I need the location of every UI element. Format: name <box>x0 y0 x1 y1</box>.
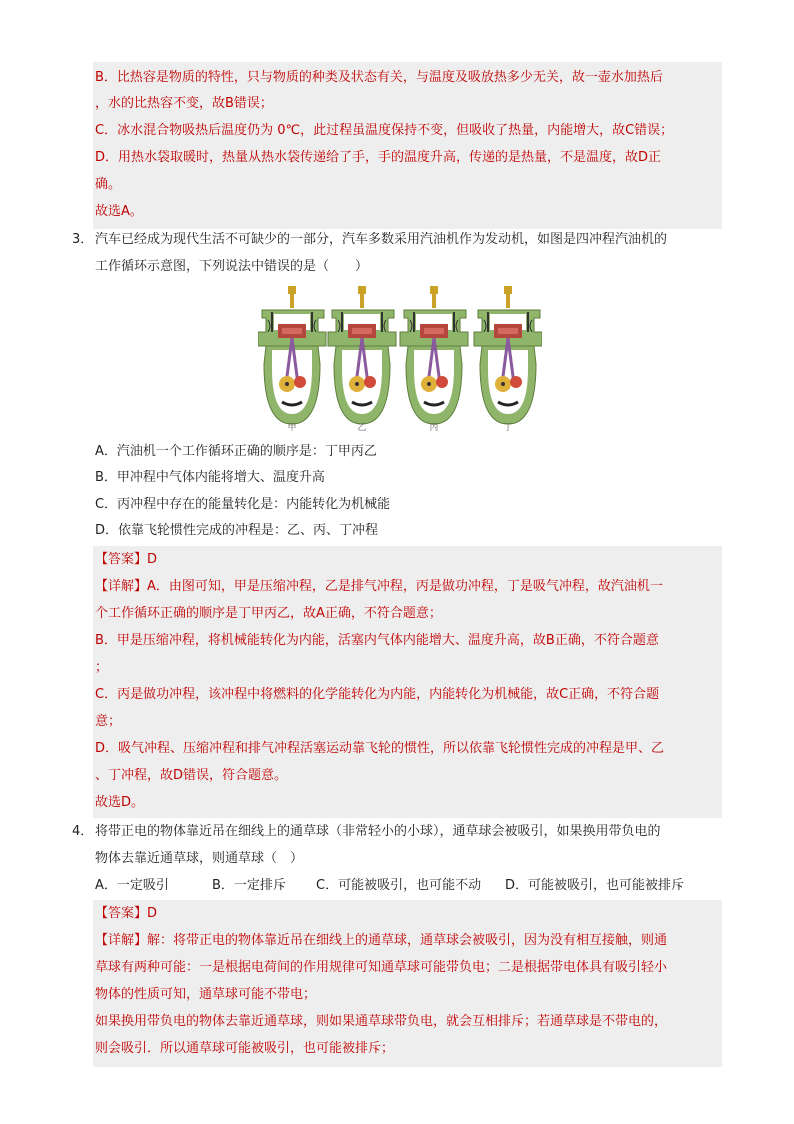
engine-cylinder-2 <box>328 286 396 424</box>
q4-option-a: A．一定吸引 <box>95 878 169 893</box>
q3-number: 3． <box>72 232 94 247</box>
q3-detail-line-8: 、丁冲程，故D错误，符合题意。 <box>95 768 288 783</box>
q4-option-b: B．一定排斥 <box>212 878 286 893</box>
q3-detail-line-2: 个工作循环正确的顺序是丁甲丙乙，故A正确，不符合题意； <box>95 606 442 621</box>
engine-cylinder-4 <box>474 286 542 424</box>
q4-detail-line-2: 草球有两种可能：一是根据电荷间的作用规律可知通草球可能带负电；二是根据带电体具有吸引轻小 <box>95 960 668 975</box>
q3-detail-line-5: C．丙是做功冲程，该冲程中将燃料的化学能转化为内能，内能转化为机械能，故C正确，不符合题 <box>95 687 660 702</box>
q3-detail-line-6: 意； <box>95 714 122 729</box>
prev-answer-line-4: D．用热水袋取暖时，热量从热水袋传递给了手，手的温度升高，传递的是热量，不是温度，故D正 <box>95 150 662 165</box>
q4-detail-line-1: 【详解】解：将带正电的物体靠近吊在细线上的通草球，通草球会被吸引，因为没有相互接触，则通 <box>95 933 668 948</box>
q4-answer-label: 【答案】D <box>95 906 158 921</box>
figure-label-yi: 乙 <box>357 423 367 432</box>
q3-option-a: A．汽油机一个工作循环正确的顺序是：丁甲丙乙 <box>95 444 377 459</box>
q3-detail-line-3: B．甲是压缩冲程，将机械能转化为内能，活塞内气体内能增大、温度升高，故B正确，不符合题意 <box>95 633 659 648</box>
engine-cylinder-1 <box>258 286 326 424</box>
prev-answer-highlight <box>93 62 722 229</box>
prev-answer-line-1: B．比热容是物质的特性，只与物质的种类及状态有关，与温度及吸放热多少无关，故一壶水加热后 <box>95 70 663 85</box>
prev-answer-line-2: ，水的比热容不变，故B错误； <box>95 96 273 111</box>
q4-option-c: C．可能被吸引，也可能不动 <box>316 878 482 893</box>
q3-stem-line-1: 汽车已经成为现代生活不可缺少的一部分，汽车多数采用汽油机作为发动机，如图是四冲程汽油机的 <box>95 232 668 247</box>
four-stroke-engine-figure <box>258 284 542 432</box>
q3-option-b: B．甲冲程中气体内能将增大、温度升高 <box>95 470 325 485</box>
q3-option-d: D．依靠飞轮惯性完成的冲程是：乙、丙、丁冲程 <box>95 523 379 538</box>
q4-number: 4． <box>72 824 94 839</box>
q3-answer-label: 【答案】D <box>95 552 158 567</box>
q3-option-c: C．丙冲程中存在的能量转化是：内能转化为机械能 <box>95 497 391 512</box>
q4-stem-line-1: 将带正电的物体靠近吊在细线上的通草球（非常轻小的小球），通草球会被吸引，如果换用带负电的 <box>95 824 661 839</box>
q3-detail-line-4: ； <box>95 660 109 675</box>
figure-label-ding: 丁 <box>503 423 513 432</box>
prev-answer-line-5: 确。 <box>95 177 122 192</box>
q3-detail-line-7: D．吸气冲程、压缩冲程和排气冲程活塞运动靠飞轮的惯性，所以依靠飞轮惯性完成的冲程是甲、乙 <box>95 741 665 756</box>
figure-label-bing: 丙 <box>429 423 439 432</box>
engine-cylinder-3 <box>400 286 468 424</box>
prev-answer-line-3: C．冰水混合物吸热后温度仍为 0℃，此过程虽温度保持不变，但吸收了热量，内能增大，故C错误； <box>95 123 674 138</box>
q3-stem-line-2: 工作循环示意图，下列说法中错误的是（ ） <box>95 259 369 274</box>
q4-detail-line-3: 物体的性质可知，通草球可能不带电； <box>95 987 317 1002</box>
q4-detail-line-4: 如果换用带负电的物体去靠近通草球，则如果通草球带负电，就会互相排斥；若通草球是不带电的， <box>95 1014 668 1029</box>
prev-answer-conclusion: 故选A。 <box>95 204 143 219</box>
q4-option-d: D．可能被吸引，也可能被排斥 <box>505 878 685 893</box>
figure-label-jia: 甲 <box>287 423 297 432</box>
q3-conclusion: 故选D。 <box>95 795 145 810</box>
q4-detail-line-5: 则会吸引．所以通草球可能被吸引，也可能被排斥； <box>95 1041 395 1056</box>
q3-detail-line-1: 【详解】A．由图可知，甲是压缩冲程，乙是排气冲程，丙是做功冲程，丁是吸气冲程，故汽油机一 <box>95 579 663 594</box>
q4-stem-line-2: 物体去靠近通草球，则通草球（ ） <box>95 851 304 866</box>
